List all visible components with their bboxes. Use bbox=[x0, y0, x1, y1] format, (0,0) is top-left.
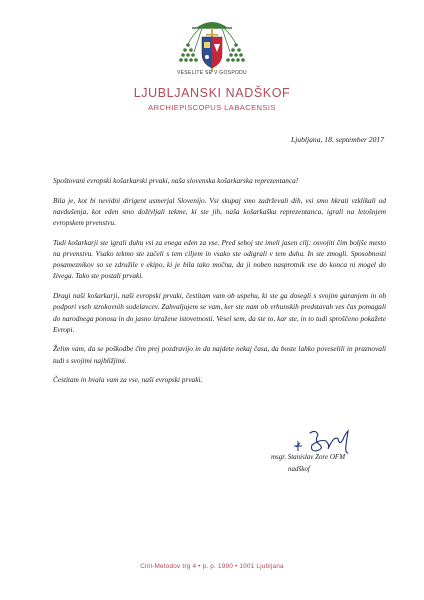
closing-paragraph: Čestitam in hvala vam za vse, naši evropski prvaki. bbox=[53, 375, 203, 385]
body-paragraph: Tudi košarkarji ste igrali duhu vsi za enega eden za vse. Pred seboj ste imeli jasen cilj: osvojiti čim boljše mesto na prvenstvu. Vsako tekmo ste začeli s tem ciljem in vsako ste odigrali v tem duhu. In ste zmogli. Sposobnosti posameznikov so se združile v ekipo, ki je bila tako močna, da ji noben nasprotnik vse do konca ni mogel do živega. Tako ste postali prvaki. bbox=[53, 237, 386, 281]
organization-latin-name: ARCHIEPISCOPUS LABACENSIS bbox=[148, 103, 276, 112]
signature-mark bbox=[290, 425, 360, 455]
date-line: Ljubljana, 18. september 2017 bbox=[290, 135, 384, 144]
organization-name: LJUBLJANSKI NADŠKOF bbox=[133, 86, 291, 100]
signer-name: msgr. Stanislav Zore OFM bbox=[271, 453, 346, 461]
footer-address: Ciril-Metodov trg 4 • p. p. 1990 • 1001 Ljubljana bbox=[140, 563, 284, 570]
motto: VESELITE SE V GOSPODU bbox=[177, 70, 247, 76]
letter-body bbox=[53, 175, 386, 394]
salutation: Spoštovani evropski košarkarski prvaki, naša slovenska košarkarska reprezentanca! bbox=[53, 176, 299, 185]
body-paragraph: Dragi naši košarkarji, naši evropski prvaki, čestitam vam ob uspehu, ki ste ga dosegli s svojim garanjem in ob podpori vseh strokovnih sodelavcev. Zahvaljujem se vam, ker ste nam ob vrhunskih predstavah ves čas pomagali do narodnega ponosa in do jasno izražene istovetnosti. Vesel sem, da ste to, kar ste, in to tudi sproščeno pokažete Evropi. bbox=[53, 291, 386, 334]
body-paragraph: Želim vam, da se poškodbe čim prej pozdravijo in da najdete nekaj časa, da boste lahko poveselili in praznovali tudi s svojimi najbližjimi. bbox=[53, 344, 386, 365]
coat-of-arms-icon bbox=[178, 14, 246, 72]
body-paragraph: Bila je, kot bi nevidni dirigent usmerjal Slovenijo. Vsi skupaj smo zadrževali dih, vsi smo hkrati vzklikali od navdušenja, kot eden smo doživljali tekme, ki ste jih, naša košarkaška reprezentanca, igrali na letošnjem evropskem prvenstvu. bbox=[53, 195, 386, 228]
signer-title: nadškof bbox=[288, 465, 310, 473]
